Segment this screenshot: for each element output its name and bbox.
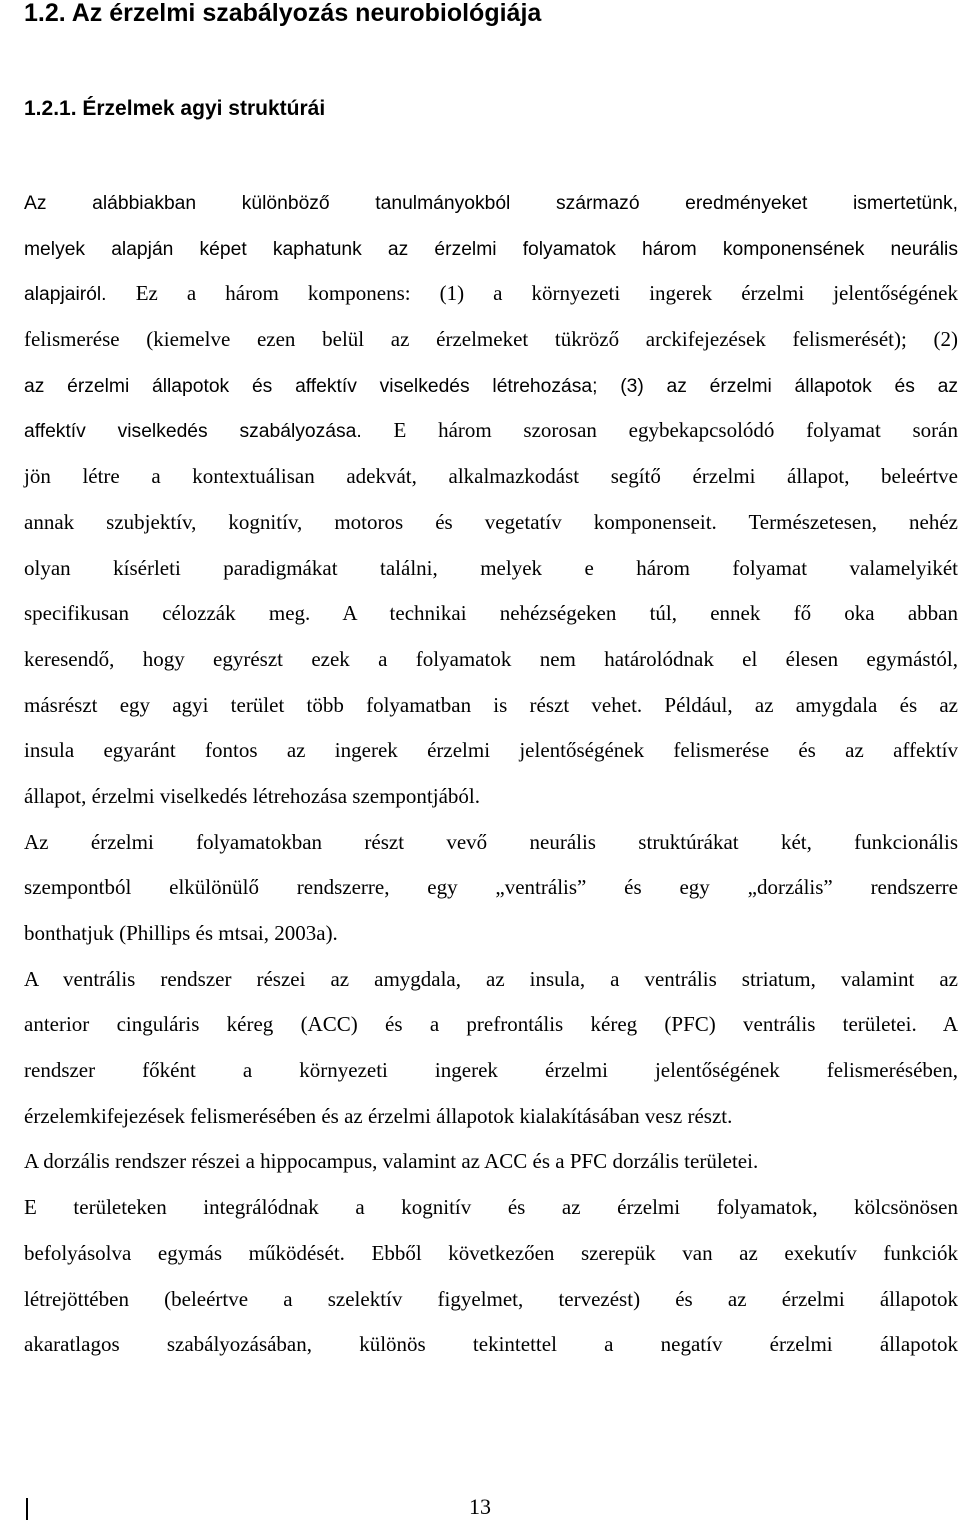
- subsection-heading: 1.2.1. Érzelmek agyi struktúrái: [24, 97, 326, 120]
- text-run: jön létre a kontextuálisan adekvát, alkalmazkodást segítő érzelmi állapot, beleértve: [24, 464, 958, 489]
- text-run: akaratlagos szabályozásában, különös tekintettel a negatív érzelmi állapotok: [24, 1332, 958, 1357]
- paragraph: [24, 957, 958, 1140]
- text-run: A dorzális rendszer részei a hippocampus, valamint az ACC és a PFC dorzális területei.: [24, 1149, 759, 1174]
- text-line: [24, 454, 958, 500]
- text-run: Az alábbiakban különböző tanulmányokból származó eredményeket ismertetünk,: [24, 193, 958, 214]
- text-run: szempontból elkülönülő rendszerre, egy „ventrális” és egy „dorzális” rendszerre: [24, 875, 958, 900]
- text-line: [24, 1048, 958, 1094]
- text-line: [24, 317, 958, 363]
- paragraph: [24, 1139, 958, 1367]
- text-run: Az érzelmi folyamatokban részt vevő neurális struktúrákat két, funkcionális: [24, 829, 958, 854]
- text-line: [24, 728, 958, 774]
- section-heading: 1.2. Az érzelmi szabályozás neurobiológiája: [24, 0, 542, 27]
- text-run: anterior cinguláris kéreg (ACC) és a prefrontális kéreg (PFC) ventrális területei. A: [24, 1012, 958, 1037]
- text-line: [24, 363, 958, 409]
- text-line: [24, 774, 958, 820]
- paragraph: [24, 820, 958, 957]
- text-run: keresendő, hogy egyrészt ezek a folyamatok nem határolódnak el élesen egymástól,: [24, 646, 958, 671]
- text-run: állapot, érzelmi viselkedés létrehozása szempontjából.: [24, 783, 480, 808]
- body-text: [24, 180, 958, 1368]
- text-run: bonthatjuk (Phillips és mtsai, 2003a).: [24, 921, 338, 945]
- text-run: az érzelmi állapotok és affektív viselkedés létrehozása; (3) az érzelmi állapotok és az: [24, 375, 958, 397]
- text-run: specifikusan célozzák meg. A technikai nehézségeken túl, ennek fő oka abban: [24, 601, 958, 626]
- text-line: [24, 1002, 958, 1048]
- text-run: másrészt egy agyi terület több folyamatban is részt vehet. Például, az amygdala és az: [24, 692, 958, 717]
- text-run: insula egyaránt fontos az ingerek érzelmi jelentőségének felismerése és az affektív: [24, 738, 958, 763]
- text-line: [24, 226, 958, 272]
- text-run: E területeken integrálódnak a kognitív és az érzelmi folyamatok, kölcsönösen: [24, 1195, 958, 1220]
- text-line: [24, 1277, 958, 1323]
- text-run: E három szorosan egybekapcsolódó folyamat során: [393, 418, 958, 443]
- text-line: [24, 911, 958, 957]
- text-run: felismerése (kiemelve ezen belül az érzelmeket tükröző arckifejezések felismerését); (2): [24, 327, 958, 352]
- text-line: [24, 683, 958, 729]
- text-line: [24, 1231, 958, 1277]
- text-line: [24, 271, 958, 317]
- text-run: befolyásolva egymás működését. Ebből következően szerepük van az exekutív funkciók: [24, 1240, 958, 1265]
- text-run: rendszer főként a környezeti ingerek érzelmi jelentőségének felismerésében,: [24, 1058, 958, 1083]
- text-run: létrejöttében (beleértve a szelektív figyelmet, tervezést) és az érzelmi állapotok: [24, 1286, 958, 1311]
- text-run: olyan kísérleti paradigmákat találni, melyek e három folyamat valamelyikét: [24, 555, 958, 580]
- text-line: [24, 591, 958, 637]
- text-line: [24, 180, 958, 226]
- text-line: [24, 865, 958, 911]
- text-run: Ez a három komponens: (1) a környezeti ingerek érzelmi jelentőségének: [135, 281, 959, 306]
- text-run: melyek alapján képet kaphatunk az érzelmi folyamatok három komponensének neurális: [24, 238, 958, 260]
- text-line: [24, 1139, 958, 1185]
- text-run: annak szubjektív, kognitív, motoros és vegetatív komponenseit. Természetesen, nehéz: [24, 509, 958, 534]
- paragraph: [24, 180, 958, 820]
- text-line: [24, 408, 958, 454]
- text-run: érzelemkifejezések felismerésében és az érzelmi állapotok kialakításában vesz részt.: [24, 1103, 733, 1128]
- text-run: affektív viselkedés szabályozása.: [24, 421, 394, 443]
- text-line: [24, 546, 958, 592]
- text-line: [24, 820, 958, 866]
- text-run: A ventrális rendszer részei az amygdala, az insula, a ventrális striatum, valamint az: [24, 966, 958, 991]
- text-line: [24, 1185, 958, 1231]
- text-line: [24, 957, 958, 1003]
- text-line: [24, 500, 958, 546]
- text-line: [24, 637, 958, 683]
- page-number: 13: [469, 1494, 491, 1519]
- text-line: [24, 1094, 958, 1140]
- text-line: [24, 1322, 958, 1368]
- text-run: alapjairól.: [24, 284, 136, 306]
